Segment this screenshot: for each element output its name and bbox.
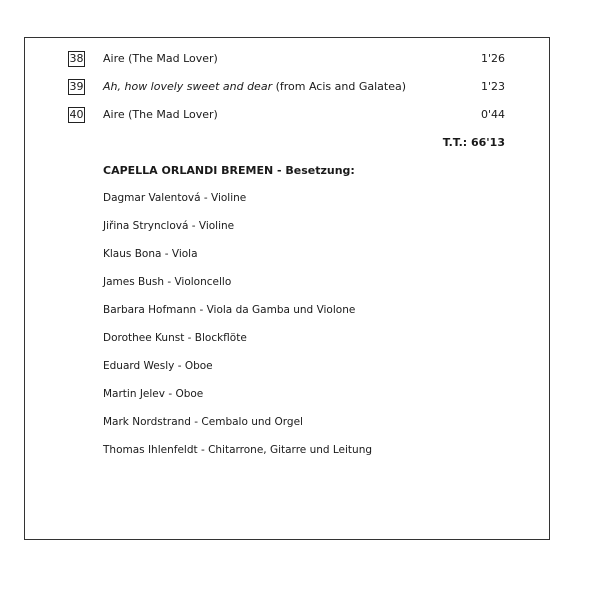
track-title-text: Aire (The Mad Lover) [103,108,218,121]
list-item: Klaus Bona - Viola [103,248,198,260]
list-item: Dagmar Valentová - Violine [103,192,247,204]
list-item: Jiřina Strynclová - Violine [103,220,235,232]
track-duration: 0'44 [480,108,505,121]
booklet-page [24,37,550,540]
list-item: Martin Jelev - Oboe [103,388,204,400]
track-duration: 1'23 [480,80,505,93]
list-item: Thomas Ihlenfeldt - Chitarrone, Gitarre und Leitung [103,444,373,456]
track-number: 40 [69,108,84,121]
track-number: 39 [69,80,84,93]
track-title-text: Aire (The Mad Lover) [103,52,218,65]
list-item: Dorothee Kunst - Blockflöte [103,332,247,344]
track-title [103,108,218,122]
track-row [25,107,549,127]
track-title [103,52,218,66]
track-row [25,79,549,99]
list-item: Eduard Wesly - Oboe [103,360,213,372]
track-duration: 1'26 [480,52,505,65]
track-row [25,51,549,71]
track-number: 38 [69,52,84,65]
track-title [103,80,406,94]
ensemble-heading: CAPELLA ORLANDI BREMEN - Besetzung: [103,164,355,177]
list-item: James Bush - Violoncello [103,276,232,288]
list-item: Mark Nordstrand - Cembalo und Orgel [103,416,303,428]
total-time: T.T.: 66'13 [442,136,505,149]
track-title-italic: Ah, how lovely sweet and dear [103,80,273,93]
list-item: Barbara Hofmann - Viola da Gamba und Violone [103,304,356,316]
member-list [103,191,372,471]
track-title-text: (from Acis and Galatea) [272,80,407,93]
